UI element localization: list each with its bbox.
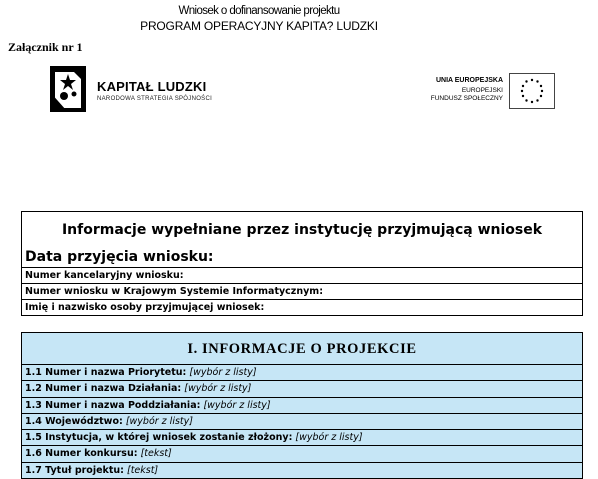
- eu-logo-line2: EUROPEJSKI: [461, 87, 503, 94]
- subaction-field[interactable]: [22, 397, 582, 413]
- voivodeship-field[interactable]: [22, 413, 582, 429]
- action-field[interactable]: [22, 380, 582, 396]
- kapital-ludzki-subtitle: NARODOWA STRATEGIA SPÓJNOŚCI: [97, 96, 213, 102]
- contest-number-label: 1.6 Numer konkursu:: [25, 448, 138, 460]
- program-name: PROGRAM OPERACYJNY KAPITA? LUDZKI: [140, 19, 378, 33]
- subaction-value[interactable]: [wybór z listy]: [203, 399, 271, 411]
- attachment-label: Załącznik nr 1: [8, 40, 83, 54]
- contest-number-value[interactable]: [tekst]: [140, 448, 172, 460]
- acceptance-date-label: Data przyjęcia wniosku:: [25, 249, 214, 265]
- kapital-ludzki-logo: [46, 64, 246, 116]
- priority-value[interactable]: [wybór z listy]: [189, 367, 257, 378]
- institution-info-box: [21, 211, 583, 316]
- institution-field[interactable]: [22, 429, 582, 445]
- project-section-title: I. INFORMACJE O PROJEKCIE: [187, 341, 417, 357]
- registry-number-field[interactable]: Numer kancelaryjny wniosku:: [22, 267, 582, 283]
- ksi-number-field[interactable]: Numer wniosku w Krajowym Systemie Informatycznym:: [22, 283, 582, 299]
- eu-logo: [405, 73, 555, 109]
- document-header-line1: Wniosek o dofinansowanie projektu: [178, 5, 340, 17]
- voivodeship-label: 1.4 Województwo:: [25, 415, 123, 427]
- eu-flag-icon: [509, 73, 555, 109]
- kapital-ludzki-title: KAPITAŁ LUDZKI: [97, 79, 207, 94]
- receiver-name-field[interactable]: Imię i nazwisko osoby przyjmującej wniosek:: [22, 299, 582, 315]
- project-title-value[interactable]: [tekst]: [126, 464, 159, 476]
- institution-label: 1.5 Instytucja, w której wniosek zostanie złożony:: [25, 432, 293, 444]
- kapital-ludzki-logo-icon: [46, 64, 90, 114]
- institution-value[interactable]: [wybór z listy]: [295, 432, 363, 444]
- action-label: 1.2 Numer i nazwa Działania:: [25, 383, 182, 395]
- contest-number-field[interactable]: [22, 445, 582, 461]
- eu-logo-line3: FUNDUSZ SPOŁECZNY: [430, 95, 503, 102]
- action-value[interactable]: [wybór z listy]: [184, 383, 252, 395]
- institution-box-title: Informacje wypełniane przez instytucję przyjmującą wniosek: [61, 222, 543, 238]
- priority-field[interactable]: [22, 364, 582, 380]
- priority-label: 1.1 Numer i nazwa Priorytetu:: [25, 367, 187, 378]
- project-info-box: [21, 332, 583, 479]
- voivodeship-value[interactable]: [wybór z listy]: [125, 415, 193, 427]
- eu-logo-line1: UNIA EUROPEJSKA: [435, 77, 503, 84]
- subaction-label: 1.3 Numer i nazwa Poddziałania:: [25, 399, 201, 411]
- project-title-label: 1.7 Tytuł projektu:: [25, 464, 124, 476]
